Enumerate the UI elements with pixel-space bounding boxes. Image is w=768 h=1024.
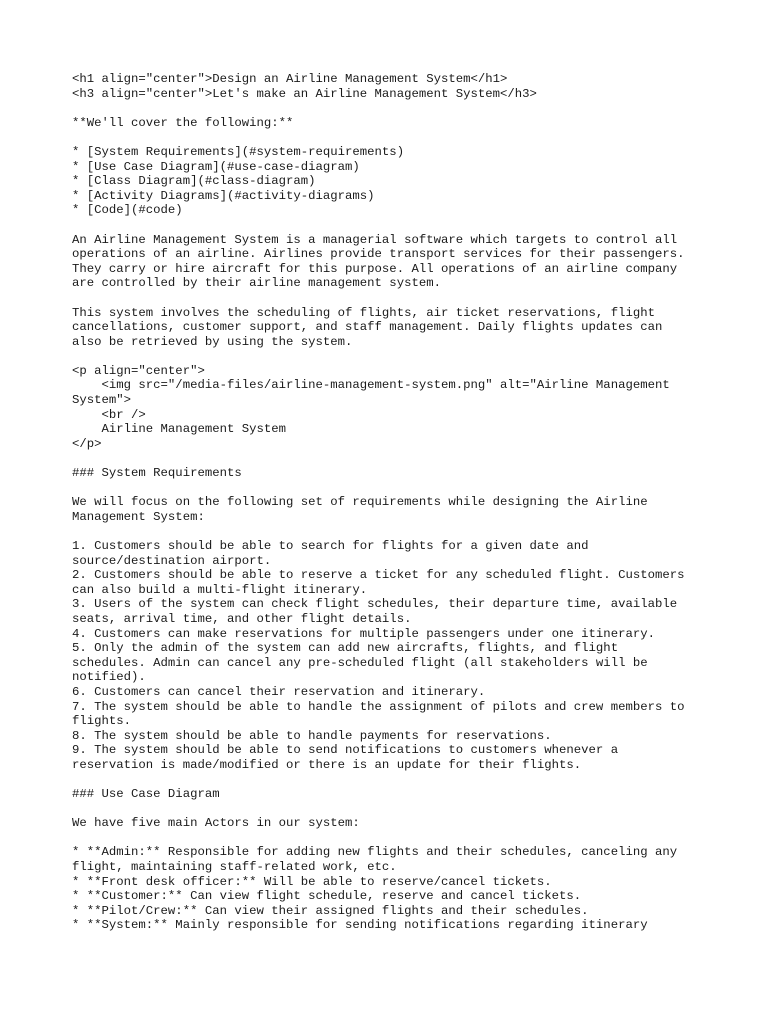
text-line: 4. Customers can make reservations for multiple passengers under one itinerary. bbox=[72, 626, 655, 641]
text-line: notified). bbox=[72, 670, 146, 685]
text-line: Airline Management System bbox=[72, 422, 287, 437]
blank-line bbox=[72, 130, 712, 145]
text-line: * [Use Case Diagram](#use-case-diagram) bbox=[72, 159, 360, 174]
blank-line bbox=[72, 218, 712, 233]
text-line: We will focus on the following set of requirements while designing the Airline bbox=[72, 495, 648, 510]
text-line: 9. The system should be able to send notifications to customers whenever a bbox=[72, 743, 619, 758]
text-line: <img src="/media-files/airline-management-system.png" alt="Airline Management bbox=[72, 378, 670, 393]
text-line: <h3 align="center">Let's make an Airline Management System</h3> bbox=[72, 86, 537, 101]
text-line: <h1 align="center">Design an Airline Management System</h1> bbox=[72, 72, 508, 86]
text-line: <br /> bbox=[72, 407, 146, 422]
blank-line bbox=[72, 524, 712, 539]
text-line: ### Use Case Diagram bbox=[72, 787, 220, 802]
text-line: seats, arrival time, and other flight details. bbox=[72, 611, 412, 626]
text-line: **We'll cover the following:** bbox=[72, 115, 294, 130]
text-line: flight, maintaining staff-related work, etc. bbox=[72, 860, 397, 875]
text-line: 2. Customers should be able to reserve a ticket for any scheduled flight. Customers bbox=[72, 568, 685, 583]
text-line: operations of an airline. Airlines provide transport services for their passengers. bbox=[72, 247, 685, 262]
text-line: can also build a multi-flight itinerary. bbox=[72, 582, 368, 597]
text-line: 3. Users of the system can check flight schedules, their departure time, available bbox=[72, 597, 678, 612]
text-line: We have five main Actors in our system: bbox=[72, 816, 360, 831]
text-line: Management System: bbox=[72, 509, 205, 524]
text-line: * **Admin:** Responsible for adding new flights and their schedules, canceling any bbox=[72, 845, 678, 860]
text-line: schedules. Admin can cancel any pre-scheduled flight (all stakeholders will be bbox=[72, 655, 648, 670]
blank-line bbox=[72, 831, 712, 846]
text-line: reservation is made/modified or there is an update for their flights. bbox=[72, 757, 582, 772]
blank-line bbox=[72, 802, 712, 817]
text-line: 1. Customers should be able to search for flights for a given date and bbox=[72, 539, 589, 553]
blank-line bbox=[72, 101, 712, 116]
text-line: * **System:** Mainly responsible for sending notifications regarding itinerary bbox=[72, 918, 648, 933]
text-line: * [System Requirements](#system-requirements) bbox=[72, 144, 405, 159]
document-page bbox=[72, 72, 712, 933]
text-line: also be retrieved by using the system. bbox=[72, 334, 353, 349]
blank-line bbox=[72, 773, 712, 788]
text-line: flights. bbox=[72, 714, 132, 729]
text-line: <p align="center"> bbox=[72, 363, 205, 378]
text-line: They carry or hire aircraft for this purpose. All operations of an airline company bbox=[72, 261, 678, 276]
text-line: 7. The system should be able to handle the assignment of pilots and crew members to bbox=[72, 699, 685, 714]
text-line: * **Customer:** Can view flight schedule, reserve and cancel tickets. bbox=[72, 889, 582, 904]
text-line: are controlled by their airline management system. bbox=[72, 276, 441, 291]
blank-line bbox=[72, 349, 712, 364]
text-line: * [Activity Diagrams](#activity-diagrams) bbox=[72, 188, 375, 203]
text-line: * **Pilot/Crew:** Can view their assigned flights and their schedules. bbox=[72, 903, 589, 918]
text-line: * **Front desk officer:** Will be able to reserve/cancel tickets. bbox=[72, 874, 552, 889]
text-line: ### System Requirements bbox=[72, 466, 242, 481]
text-line: System"> bbox=[72, 393, 132, 408]
text-line: source/destination airport. bbox=[72, 553, 272, 568]
text-line: * [Code](#code) bbox=[72, 203, 183, 218]
text-line: 5. Only the admin of the system can add new aircrafts, flights, and flight bbox=[72, 641, 619, 656]
text-line: cancellations, customer support, and staff management. Daily flights updates can bbox=[72, 320, 663, 335]
blank-line bbox=[72, 291, 712, 306]
text-line: </p> bbox=[72, 436, 102, 451]
blank-line bbox=[72, 451, 712, 466]
text-line: This system involves the scheduling of flights, air ticket reservations, flight bbox=[72, 305, 655, 320]
blank-line bbox=[72, 481, 712, 496]
text-line: * [Class Diagram](#class-diagram) bbox=[72, 174, 316, 189]
text-line: 8. The system should be able to handle payments for reservations. bbox=[72, 728, 552, 743]
text-line: An Airline Management System is a managerial software which targets to control all bbox=[72, 232, 678, 247]
text-line: 6. Customers can cancel their reservation and itinerary. bbox=[72, 684, 486, 699]
